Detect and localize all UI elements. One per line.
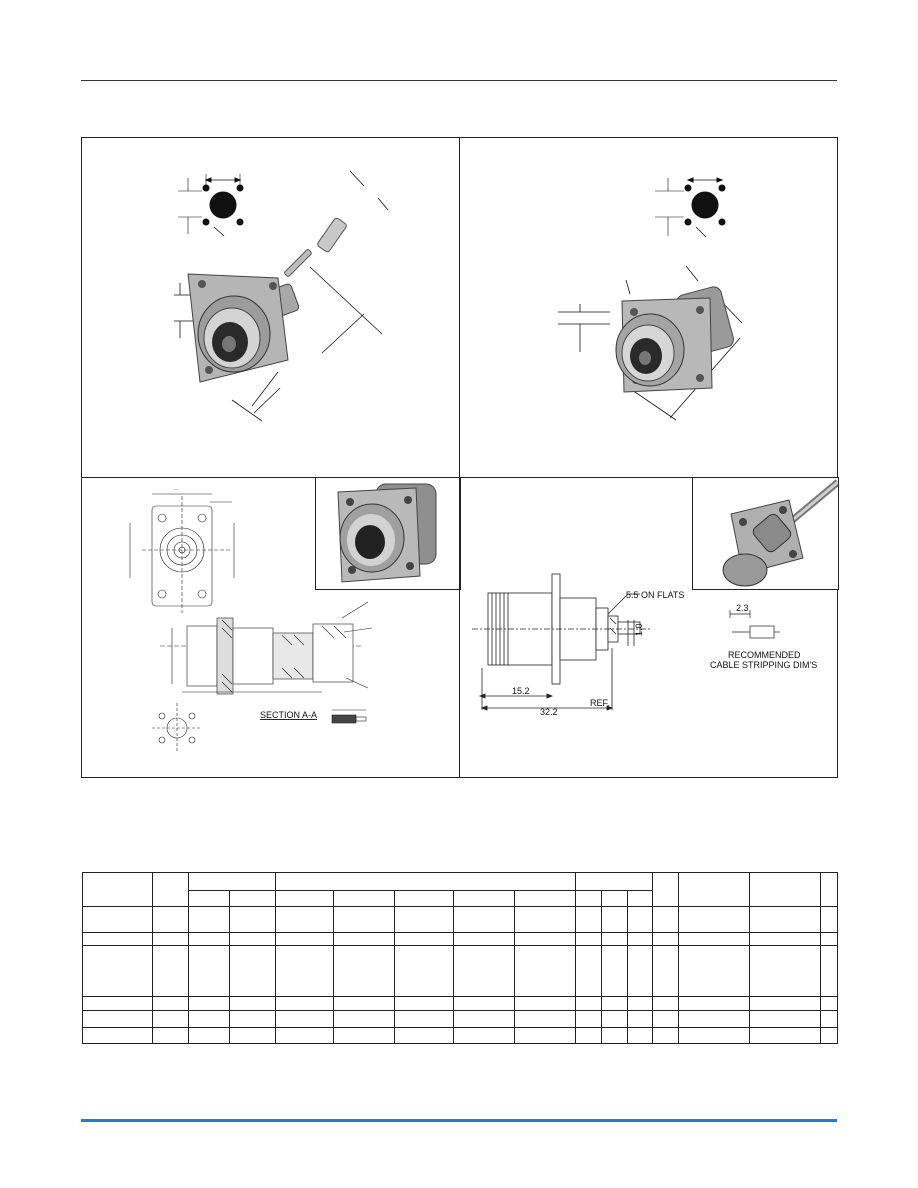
- stripping-detail-icon: [332, 710, 366, 723]
- table-row: [83, 997, 838, 1011]
- table-row: [83, 933, 838, 946]
- assembled-connector-illustration: [460, 138, 837, 477]
- connector-photo: [315, 477, 461, 590]
- header-rule: [81, 80, 837, 81]
- hex-flats-label: 5.5 ON FLATS: [626, 590, 685, 600]
- table-row: [83, 946, 838, 997]
- dimension-b-label: 32.2: [540, 707, 558, 717]
- cable-stripping-icon: [730, 610, 780, 638]
- ferrule-icon: [317, 217, 348, 253]
- connector-cable-photo: [692, 477, 839, 590]
- table-row: [83, 1028, 838, 1044]
- panel-drawing-b: [459, 477, 838, 778]
- table-row: [83, 907, 838, 933]
- section-view-drawing-icon: [160, 602, 372, 694]
- panel-assembled-connector: [459, 137, 838, 478]
- svg-text:—: —: [174, 486, 178, 491]
- strip-dimension-label: 2.3: [736, 603, 749, 613]
- front-view-drawing-icon: [130, 494, 234, 613]
- side-view-drawing-icon: [472, 574, 650, 710]
- hole-pattern-icon: [178, 174, 243, 236]
- pin-dimension-label: 1.0: [634, 623, 644, 636]
- spec-table: [82, 872, 838, 1044]
- hole-pattern-icon: [655, 178, 725, 237]
- panel-cutout-drawing-icon: [152, 703, 202, 753]
- table-row: [83, 1011, 838, 1028]
- strip-caption-line2: CABLE STRIPPING DIM'S: [710, 660, 818, 670]
- strip-caption-line1: RECOMMENDED: [728, 650, 801, 660]
- exploded-connector-illustration: [82, 138, 459, 477]
- panel-drawing-a: [81, 477, 460, 778]
- dimension-a-label: 15.2: [512, 686, 530, 696]
- footer-rule: [81, 1119, 837, 1122]
- contact-pin-icon: [284, 249, 312, 277]
- section-label: SECTION A-A: [260, 710, 318, 720]
- connector-body-icon: [188, 274, 300, 382]
- panel-exploded-connector: [81, 137, 460, 478]
- connector-body-icon: [616, 285, 735, 392]
- ref-label: REF.: [590, 698, 610, 708]
- table-header-row: [83, 873, 838, 891]
